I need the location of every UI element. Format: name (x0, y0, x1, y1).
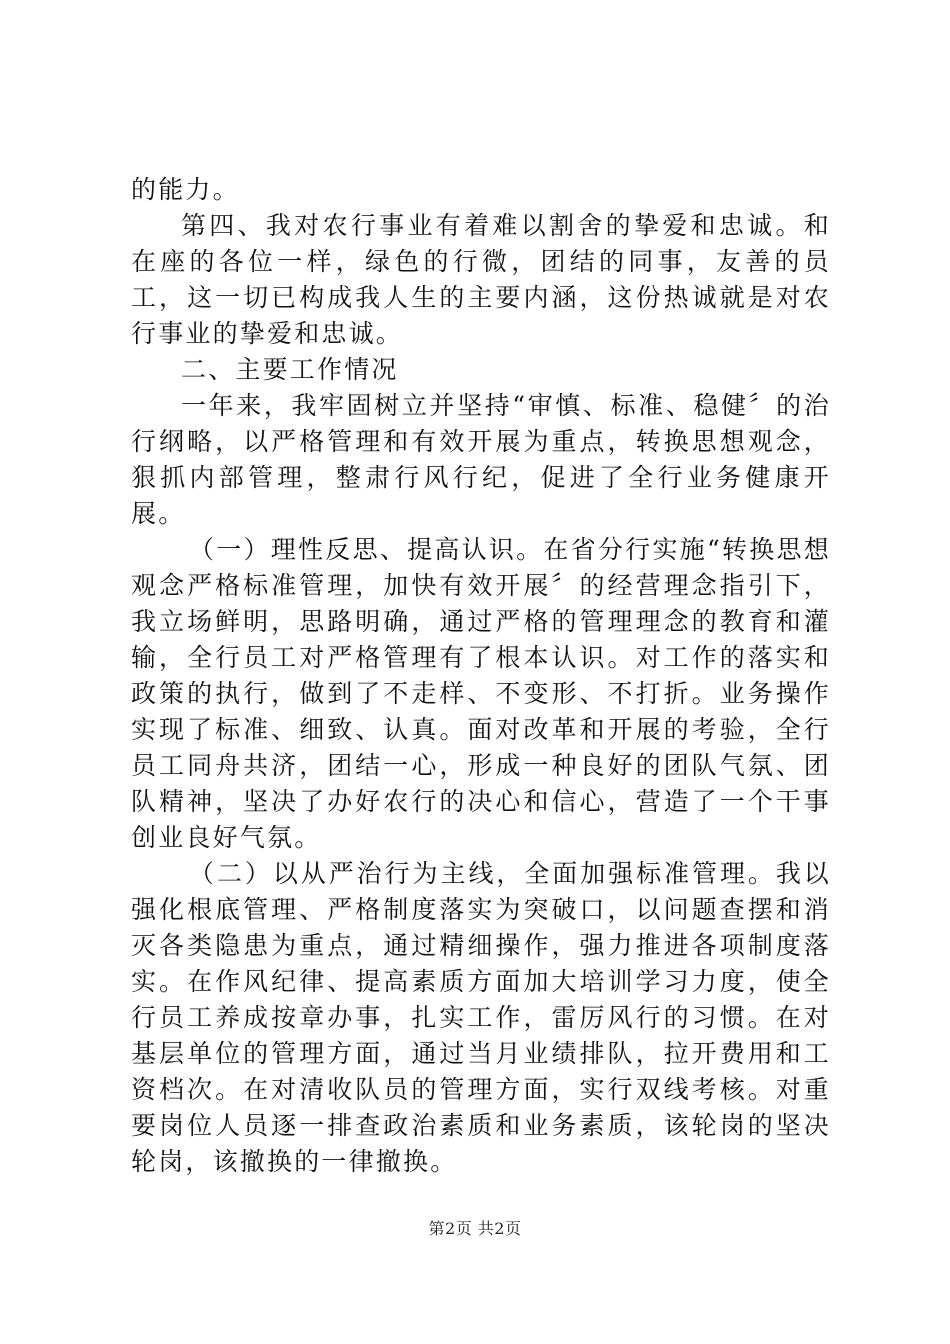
paragraph-rational-reflection: （一）理性反思、提高认识。在省分行实施“转换思想观念严格标准管理，加快有效开展〞的经营理念指引下，我立场鲜明，思路明确，通过严格的管理理念的教育和灌输，全行员工对严格管理有了根本认识。对工作的落实和政策的执行，做到了不走样、不变形、不打折。业务操作实现了标准、细致、认真。面对改革和开展的考验，全行员工同舟共济，团结一心，形成一种良好的团队气氛、团队精神，坚决了办好农行的决心和信心，营造了一个干事创业良好气氛。 (131, 535, 831, 852)
paragraph-strict-management: （二）以从严治行为主线，全面加强标准管理。我以强化根底管理、严格制度落实为突破口，以问题查摆和消灭各类隐患为重点，通过精细操作，强力推进各项制度落实。在作风纪律、提高素质方面加大培训学习力度，使全行员工养成按章办事，扎实工作，雷厉风行的习惯。在对基层单位的管理方面，通过当月业绩排队，拉开费用和工资档次。在对清收队员的管理方面，实行双线考核。对重要岗位人员逐一排查政治素质和业务素质，该轮岗的坚决轮岗，该撤换的一律撤换。 (131, 859, 831, 1176)
section-heading-main-work: 二、主要工作情况 (181, 355, 399, 384)
paragraph-year-summary: 一年来，我牢固树立并坚持“审慎、标准、稳健〞的治行纲略，以严格管理和有效开展为重点，转换思想观念，狠抓内部管理，整肃行风行纪，促进了全行业务健康开展。 (131, 391, 831, 528)
paragraph-continuation: 的能力。 (131, 175, 240, 204)
document-body (131, 172, 831, 1180)
page-number-footer: 第2页 共2页 (428, 1219, 522, 1238)
paragraph-fourth-point: 第四、我对农行事业有着难以割舍的挚爱和忠诚。和在座的各位一样，绿色的行微，团结的同事，友善的员工，这一切已构成我人生的主要内涵，这份热诚就是对农行事业的挚爱和忠诚。 (131, 211, 831, 348)
